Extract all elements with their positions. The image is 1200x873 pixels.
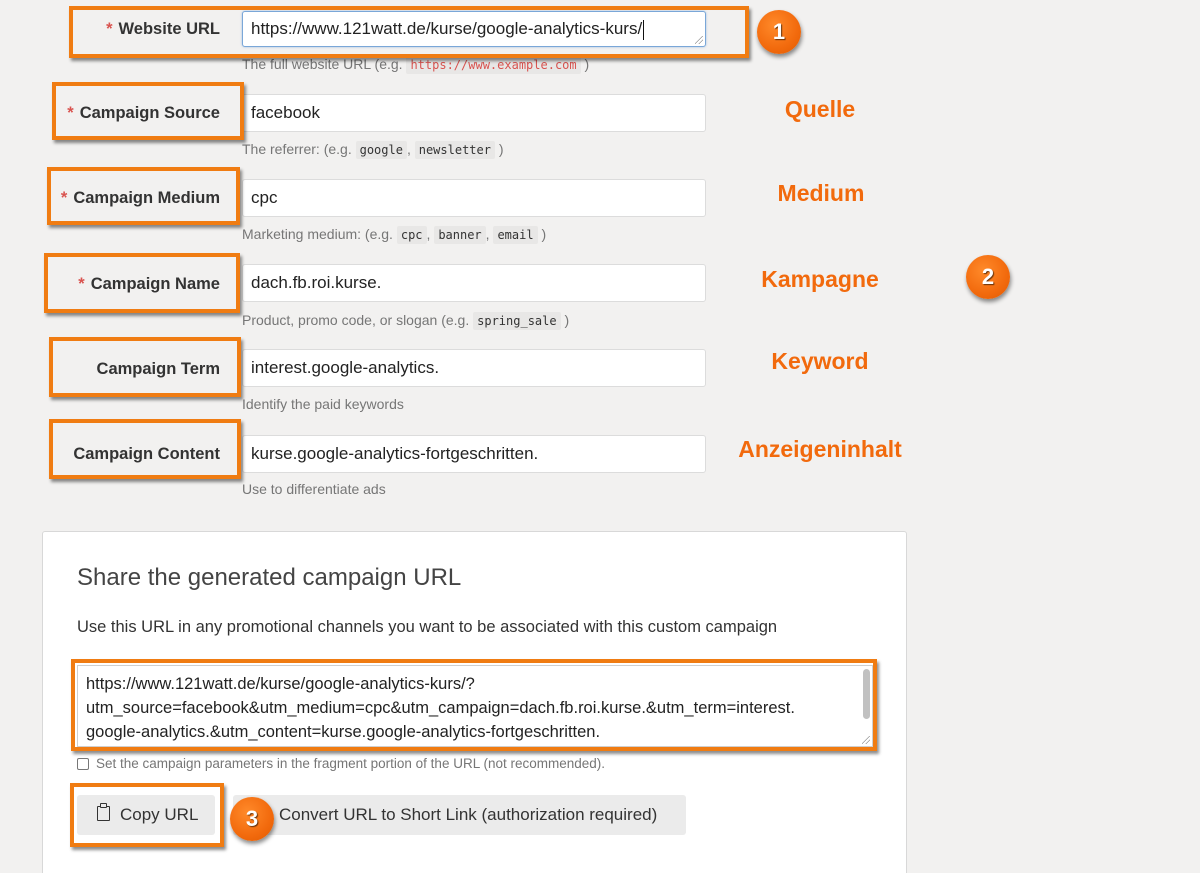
website-url-help	[242, 56, 589, 72]
website-url-label-text: Website URL	[118, 20, 220, 38]
annotation-anzeigeninhalt: Anzeigeninhalt	[738, 436, 902, 462]
campaign-term-value: interest.google-analytics.	[251, 358, 440, 377]
example-code: email	[493, 226, 537, 244]
campaign-name-help	[242, 312, 569, 328]
help-suffix: )	[494, 141, 504, 157]
campaign-content-label-text: Campaign Content	[73, 445, 220, 463]
clipboard-icon	[97, 806, 110, 821]
campaign-content-value: kurse.google-analytics-fortgeschritten.	[251, 444, 539, 463]
url-line: utm_source=facebook&utm_medium=cpc&utm_campaign=dach.fb.roi.kurse.&utm_term=interest.	[86, 699, 795, 717]
step-badge-2: 2	[966, 255, 1010, 299]
help-suffix: )	[580, 56, 590, 72]
copy-url-button[interactable]	[77, 795, 215, 835]
example-code: cpc	[397, 226, 427, 244]
url-line: https://www.121watt.de/kurse/google-analytics-kurs/?	[86, 675, 475, 693]
website-url-value: https://www.121watt.de/kurse/google-analytics-kurs/	[251, 19, 643, 38]
campaign-source-label-text: Campaign Source	[79, 104, 220, 122]
campaign-source-label	[67, 104, 220, 123]
help-prefix: Product, promo code, or slogan (e.g.	[242, 312, 474, 328]
website-url-input[interactable]	[242, 11, 706, 47]
share-title: Share the generated campaign URL	[77, 564, 462, 591]
required-marker: *	[78, 275, 85, 293]
step-badge-3: 3	[230, 797, 274, 841]
example-code: newsletter	[415, 141, 495, 159]
short-link-label: Convert URL to Short Link (authorization required)	[279, 805, 658, 824]
campaign-medium-label-text: Campaign Medium	[73, 189, 220, 207]
separator: ,	[485, 226, 494, 242]
campaign-term-label	[97, 360, 220, 379]
url-line: google-analytics.&utm_content=kurse.google-analytics-fortgeschritten.	[86, 723, 601, 741]
annotation-keyword: Keyword	[771, 348, 869, 374]
campaign-term-help: Identify the paid keywords	[242, 396, 404, 412]
fragment-option[interactable]	[77, 756, 605, 771]
annotation-quelle: Quelle	[784, 96, 856, 122]
campaign-medium-help	[242, 226, 546, 242]
textarea-scrollbar[interactable]	[863, 669, 870, 719]
campaign-name-label	[78, 275, 220, 294]
fragment-checkbox[interactable]	[77, 758, 89, 770]
example-code: banner	[434, 226, 485, 244]
generated-url-textarea[interactable]	[77, 665, 873, 747]
short-link-button[interactable]	[233, 795, 686, 835]
campaign-medium-value: cpc	[251, 188, 278, 207]
help-prefix: The referrer: (e.g.	[242, 141, 356, 157]
separator: ,	[426, 226, 435, 242]
campaign-source-value: facebook	[251, 103, 320, 122]
help-suffix: )	[537, 226, 547, 242]
resize-grip-icon[interactable]	[695, 36, 703, 44]
campaign-term-label-text: Campaign Term	[96, 360, 220, 378]
campaign-content-help: Use to differentiate ads	[242, 481, 386, 497]
required-marker: *	[67, 104, 74, 122]
campaign-name-input[interactable]	[242, 264, 706, 302]
annotation-kampagne: Kampagne	[761, 266, 879, 292]
campaign-source-help	[242, 141, 504, 157]
required-marker: *	[106, 20, 113, 38]
text-caret	[643, 20, 644, 40]
campaign-term-input[interactable]	[242, 349, 706, 387]
share-description: Use this URL in any promotional channels you want to be associated with this custom campaign	[77, 618, 778, 636]
campaign-name-label-text: Campaign Name	[90, 275, 220, 293]
campaign-medium-input[interactable]	[242, 179, 706, 217]
help-suffix: )	[560, 312, 570, 328]
separator: ,	[406, 141, 415, 157]
step-badge-1: 1	[757, 10, 801, 54]
fragment-checkbox-label: Set the campaign parameters in the fragment portion of the URL (not recommended).	[96, 756, 606, 771]
campaign-content-input[interactable]	[242, 435, 706, 473]
example-code: spring_sale	[473, 312, 560, 330]
resize-grip-icon[interactable]	[862, 736, 870, 744]
campaign-medium-label	[61, 189, 220, 208]
help-prefix: Marketing medium: (e.g.	[242, 226, 397, 242]
website-url-label	[106, 20, 220, 39]
share-panel	[42, 531, 907, 873]
example-code: https://www.example.com	[406, 56, 580, 74]
copy-url-label: Copy URL	[120, 805, 199, 824]
campaign-content-label	[73, 445, 220, 464]
help-prefix: The full website URL (e.g.	[242, 56, 407, 72]
required-marker: *	[60, 189, 68, 207]
campaign-name-value: dach.fb.roi.kurse.	[251, 273, 382, 292]
campaign-source-input[interactable]	[242, 94, 706, 132]
example-code: google	[356, 141, 407, 159]
annotation-medium: Medium	[777, 180, 865, 206]
